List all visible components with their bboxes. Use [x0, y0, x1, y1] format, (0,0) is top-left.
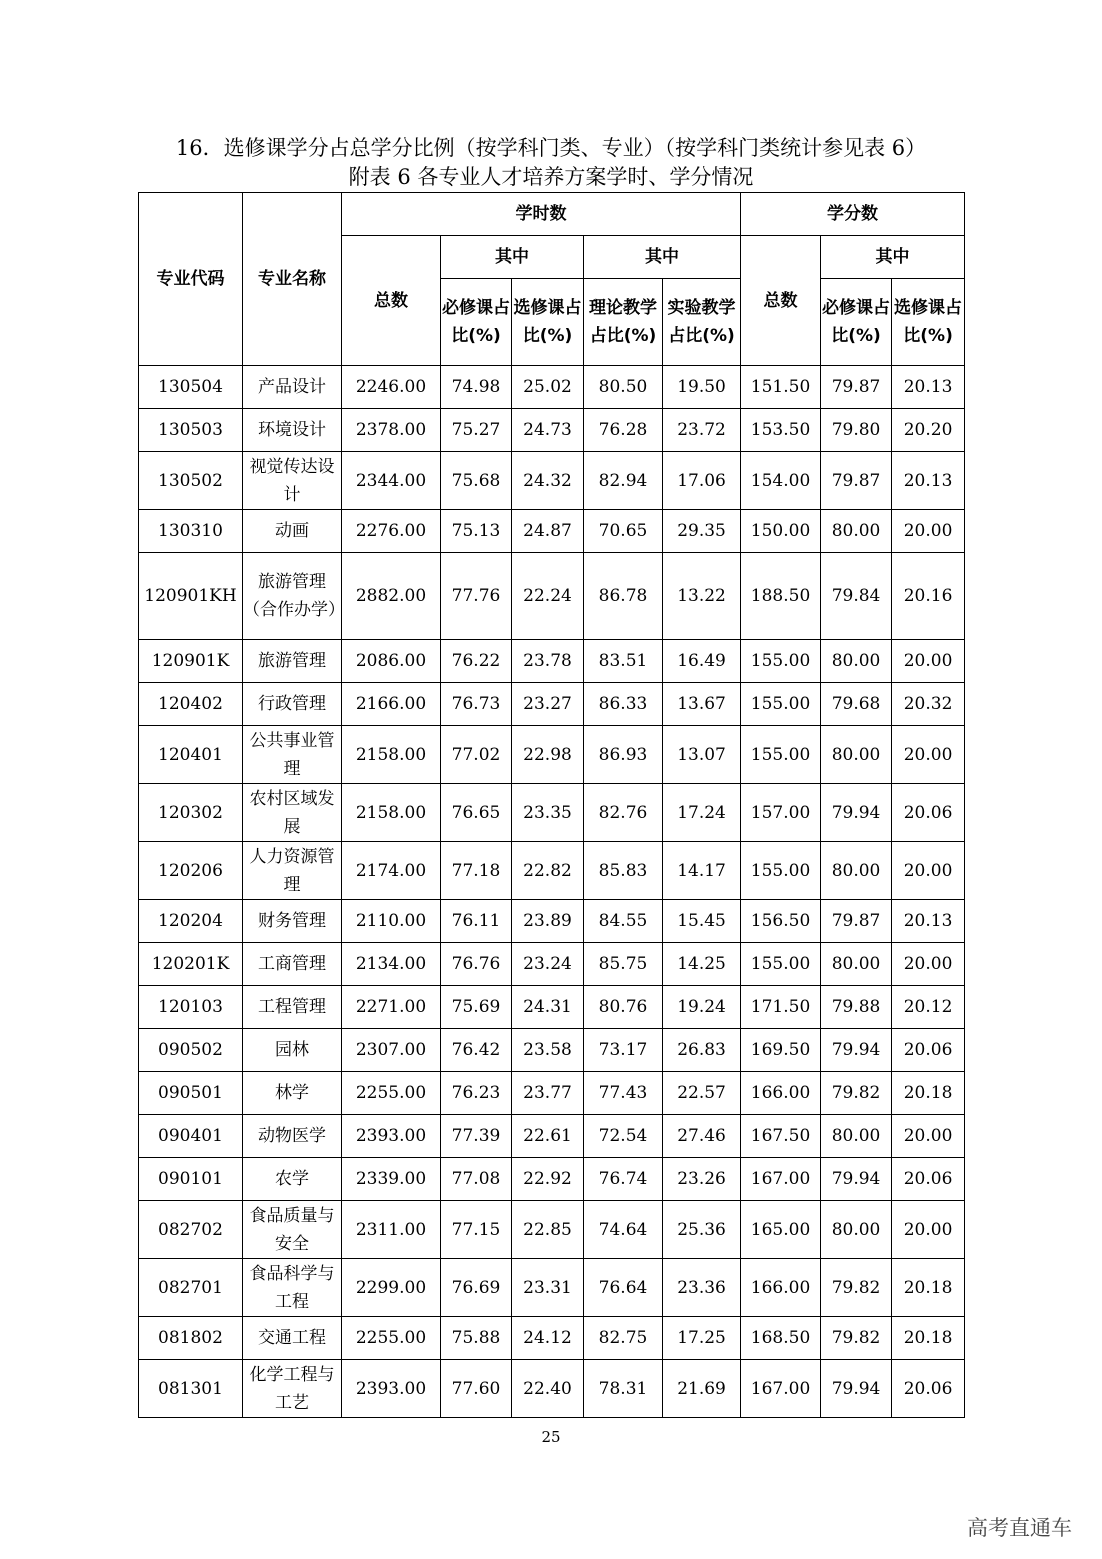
cell-creq: 80.00: [821, 1115, 892, 1158]
cell-lab: 26.83: [663, 1029, 741, 1072]
cell-code: 130310: [139, 510, 243, 553]
table-row: [139, 1201, 965, 1259]
cell-code: 130502: [139, 452, 243, 510]
table-row: [139, 1115, 965, 1158]
cell-code: 082701: [139, 1259, 243, 1317]
cell-creq: 79.94: [821, 1360, 892, 1418]
cell-req: 76.22: [441, 640, 512, 683]
cell-ele: 23.27: [512, 683, 584, 726]
cell-lab: 25.36: [663, 1201, 741, 1259]
cell-req: 76.76: [441, 943, 512, 986]
cell-lab: 23.72: [663, 409, 741, 452]
cell-credits: 167.00: [741, 1158, 821, 1201]
cell-theory: 86.78: [584, 553, 663, 640]
cell-hours: 2255.00: [342, 1072, 441, 1115]
cell-credits: 188.50: [741, 553, 821, 640]
cell-theory: 73.17: [584, 1029, 663, 1072]
cell-req: 75.68: [441, 452, 512, 510]
cell-creq: 80.00: [821, 943, 892, 986]
table-row: [139, 510, 965, 553]
cell-name: 人力资源管理: [243, 842, 342, 900]
cell-code: 120103: [139, 986, 243, 1029]
cell-req: 77.60: [441, 1360, 512, 1418]
cell-theory: 76.74: [584, 1158, 663, 1201]
cell-cele: 20.06: [892, 1029, 965, 1072]
cell-cele: 20.13: [892, 366, 965, 409]
cell-cele: 20.00: [892, 640, 965, 683]
cell-req: 75.13: [441, 510, 512, 553]
header-theory-ratio: 理论教学占比(%): [584, 279, 663, 366]
cell-name: 动物医学: [243, 1115, 342, 1158]
cell-credits: 166.00: [741, 1259, 821, 1317]
cell-hours: 2086.00: [342, 640, 441, 683]
cell-name: 工商管理: [243, 943, 342, 986]
cell-theory: 78.31: [584, 1360, 663, 1418]
cell-cele: 20.18: [892, 1317, 965, 1360]
cell-req: 74.98: [441, 366, 512, 409]
cell-name: 公共事业管理: [243, 726, 342, 784]
watermark: 高考直通车: [967, 1516, 1072, 1540]
cell-theory: 82.75: [584, 1317, 663, 1360]
cell-cele: 20.13: [892, 900, 965, 943]
cell-lab: 27.46: [663, 1115, 741, 1158]
cell-theory: 85.83: [584, 842, 663, 900]
cell-code: 120901KH: [139, 553, 243, 640]
cell-cele: 20.00: [892, 510, 965, 553]
cell-code: 120201K: [139, 943, 243, 986]
cell-name: 动画: [243, 510, 342, 553]
cell-name: 农村区域发展: [243, 784, 342, 842]
cell-req: 76.65: [441, 784, 512, 842]
header-hours-group: 学时数: [342, 193, 741, 236]
cell-theory: 85.75: [584, 943, 663, 986]
cell-name: 环境设计: [243, 409, 342, 452]
cell-ele: 24.32: [512, 452, 584, 510]
header-credits-total: 总数: [741, 236, 821, 366]
cell-name: 园林: [243, 1029, 342, 1072]
cell-code: 090101: [139, 1158, 243, 1201]
header-hours-of-which-course: 其中: [441, 236, 584, 279]
cell-lab: 23.36: [663, 1259, 741, 1317]
header-credits-of-which: 其中: [821, 236, 965, 279]
cell-cele: 20.06: [892, 1158, 965, 1201]
table-row: [139, 986, 965, 1029]
cell-code: 081802: [139, 1317, 243, 1360]
table-row: [139, 366, 965, 409]
cell-credits: 167.50: [741, 1115, 821, 1158]
cell-hours: 2174.00: [342, 842, 441, 900]
cell-hours: 2393.00: [342, 1115, 441, 1158]
cell-hours: 2882.00: [342, 553, 441, 640]
cell-creq: 80.00: [821, 510, 892, 553]
cell-hours: 2158.00: [342, 726, 441, 784]
cell-theory: 76.64: [584, 1259, 663, 1317]
cell-lab: 14.17: [663, 842, 741, 900]
table-row: [139, 943, 965, 986]
cell-theory: 76.28: [584, 409, 663, 452]
cell-theory: 82.94: [584, 452, 663, 510]
cell-credits: 150.00: [741, 510, 821, 553]
cell-credits: 171.50: [741, 986, 821, 1029]
cell-code: 120402: [139, 683, 243, 726]
table-row: [139, 842, 965, 900]
cell-lab: 22.57: [663, 1072, 741, 1115]
cell-ele: 23.35: [512, 784, 584, 842]
cell-credits: 155.00: [741, 726, 821, 784]
cell-lab: 17.25: [663, 1317, 741, 1360]
cell-credits: 166.00: [741, 1072, 821, 1115]
header-lab-ratio: 实验教学占比(%): [663, 279, 741, 366]
cell-req: 77.08: [441, 1158, 512, 1201]
header-hours-of-which-teaching: 其中: [584, 236, 741, 279]
cell-name: 工程管理: [243, 986, 342, 1029]
cell-hours: 2339.00: [342, 1158, 441, 1201]
cell-name: 财务管理: [243, 900, 342, 943]
table-row: [139, 1259, 965, 1317]
cell-creq: 79.82: [821, 1072, 892, 1115]
cell-name: 化学工程与工艺: [243, 1360, 342, 1418]
cell-credits: 156.50: [741, 900, 821, 943]
cell-cele: 20.16: [892, 553, 965, 640]
cell-name: 旅游管理（合作办学）: [243, 553, 342, 640]
cell-cele: 20.00: [892, 943, 965, 986]
cell-code: 081301: [139, 1360, 243, 1418]
cell-lab: 16.49: [663, 640, 741, 683]
cell-ele: 22.85: [512, 1201, 584, 1259]
cell-cele: 20.06: [892, 1360, 965, 1418]
cell-creq: 80.00: [821, 842, 892, 900]
cell-theory: 80.76: [584, 986, 663, 1029]
cell-cele: 20.20: [892, 409, 965, 452]
cell-code: 130503: [139, 409, 243, 452]
cell-code: 120206: [139, 842, 243, 900]
cell-hours: 2393.00: [342, 1360, 441, 1418]
cell-req: 75.69: [441, 986, 512, 1029]
cell-hours: 2276.00: [342, 510, 441, 553]
cell-credits: 154.00: [741, 452, 821, 510]
cell-lab: 21.69: [663, 1360, 741, 1418]
cell-ele: 22.82: [512, 842, 584, 900]
cell-theory: 80.50: [584, 366, 663, 409]
cell-credits: 157.00: [741, 784, 821, 842]
cell-creq: 79.94: [821, 784, 892, 842]
table-row: [139, 1029, 965, 1072]
cell-code: 090501: [139, 1072, 243, 1115]
cell-req: 77.18: [441, 842, 512, 900]
table-row: [139, 409, 965, 452]
table-row: [139, 683, 965, 726]
cell-lab: 17.06: [663, 452, 741, 510]
cell-lab: 15.45: [663, 900, 741, 943]
header-elective-ratio: 选修课占比(%): [512, 279, 584, 366]
cell-credits: 169.50: [741, 1029, 821, 1072]
cell-name: 产品设计: [243, 366, 342, 409]
cell-theory: 77.43: [584, 1072, 663, 1115]
cell-cele: 20.18: [892, 1259, 965, 1317]
cell-req: 77.02: [441, 726, 512, 784]
cell-creq: 80.00: [821, 640, 892, 683]
cell-lab: 19.24: [663, 986, 741, 1029]
cell-cele: 20.00: [892, 1115, 965, 1158]
cell-cele: 20.00: [892, 1201, 965, 1259]
program-hours-credits-table: [138, 192, 965, 1418]
cell-credits: 165.00: [741, 1201, 821, 1259]
cell-hours: 2307.00: [342, 1029, 441, 1072]
cell-code: 090401: [139, 1115, 243, 1158]
table-row: [139, 784, 965, 842]
table-row: [139, 452, 965, 510]
table-row: [139, 1072, 965, 1115]
cell-theory: 83.51: [584, 640, 663, 683]
cell-hours: 2344.00: [342, 452, 441, 510]
cell-creq: 79.84: [821, 553, 892, 640]
cell-credits: 155.00: [741, 943, 821, 986]
cell-credits: 168.50: [741, 1317, 821, 1360]
cell-lab: 17.24: [663, 784, 741, 842]
table-row: [139, 640, 965, 683]
cell-ele: 23.31: [512, 1259, 584, 1317]
cell-lab: 13.22: [663, 553, 741, 640]
cell-ele: 24.12: [512, 1317, 584, 1360]
cell-ele: 22.61: [512, 1115, 584, 1158]
cell-ele: 25.02: [512, 366, 584, 409]
cell-name: 食品科学与工程: [243, 1259, 342, 1317]
cell-credits: 167.00: [741, 1360, 821, 1418]
cell-creq: 79.82: [821, 1259, 892, 1317]
header-name: 专业名称: [243, 193, 342, 366]
cell-cele: 20.00: [892, 726, 965, 784]
table-caption: 附表 6 各专业人才培养方案学时、学分情况: [348, 165, 754, 189]
cell-ele: 24.73: [512, 409, 584, 452]
header-credits-group: 学分数: [741, 193, 965, 236]
cell-hours: 2378.00: [342, 409, 441, 452]
section-heading: 16．选修课学分占总学分比例（按学科门类、专业）（按学科门类统计参见表 6）: [175, 136, 927, 160]
cell-code: 120901K: [139, 640, 243, 683]
cell-hours: 2255.00: [342, 1317, 441, 1360]
cell-creq: 79.82: [821, 1317, 892, 1360]
cell-cele: 20.06: [892, 784, 965, 842]
cell-ele: 22.40: [512, 1360, 584, 1418]
cell-cele: 20.32: [892, 683, 965, 726]
cell-hours: 2134.00: [342, 943, 441, 986]
header-credit-required-ratio: 必修课占比(%): [821, 279, 892, 366]
cell-req: 75.88: [441, 1317, 512, 1360]
cell-creq: 79.87: [821, 900, 892, 943]
cell-creq: 79.88: [821, 986, 892, 1029]
cell-theory: 84.55: [584, 900, 663, 943]
cell-cele: 20.12: [892, 986, 965, 1029]
cell-hours: 2166.00: [342, 683, 441, 726]
cell-creq: 79.87: [821, 452, 892, 510]
cell-theory: 86.33: [584, 683, 663, 726]
header-credit-elective-ratio: 选修课占比(%): [892, 279, 965, 366]
header-hours-total: 总数: [342, 236, 441, 366]
cell-ele: 23.24: [512, 943, 584, 986]
cell-ele: 23.77: [512, 1072, 584, 1115]
cell-code: 120302: [139, 784, 243, 842]
cell-code: 120401: [139, 726, 243, 784]
cell-req: 75.27: [441, 409, 512, 452]
cell-theory: 70.65: [584, 510, 663, 553]
cell-cele: 20.18: [892, 1072, 965, 1115]
cell-name: 交通工程: [243, 1317, 342, 1360]
cell-theory: 74.64: [584, 1201, 663, 1259]
cell-creq: 79.87: [821, 366, 892, 409]
cell-creq: 80.00: [821, 726, 892, 784]
cell-creq: 79.94: [821, 1029, 892, 1072]
cell-ele: 24.87: [512, 510, 584, 553]
cell-req: 76.42: [441, 1029, 512, 1072]
cell-req: 76.11: [441, 900, 512, 943]
cell-credits: 155.00: [741, 640, 821, 683]
cell-lab: 29.35: [663, 510, 741, 553]
cell-code: 082702: [139, 1201, 243, 1259]
cell-cele: 20.13: [892, 452, 965, 510]
cell-creq: 79.68: [821, 683, 892, 726]
page-number: 25: [541, 1428, 561, 1446]
cell-code: 130504: [139, 366, 243, 409]
cell-req: 76.23: [441, 1072, 512, 1115]
cell-req: 76.73: [441, 683, 512, 726]
table-row: [139, 1317, 965, 1360]
table-row: [139, 1360, 965, 1418]
cell-code: 090502: [139, 1029, 243, 1072]
cell-req: 77.76: [441, 553, 512, 640]
cell-credits: 155.00: [741, 842, 821, 900]
cell-lab: 13.67: [663, 683, 741, 726]
cell-ele: 24.31: [512, 986, 584, 1029]
cell-creq: 79.80: [821, 409, 892, 452]
cell-name: 旅游管理: [243, 640, 342, 683]
cell-hours: 2110.00: [342, 900, 441, 943]
cell-hours: 2311.00: [342, 1201, 441, 1259]
header-required-ratio: 必修课占比(%): [441, 279, 512, 366]
cell-lab: 13.07: [663, 726, 741, 784]
cell-name: 农学: [243, 1158, 342, 1201]
cell-theory: 82.76: [584, 784, 663, 842]
cell-name: 行政管理: [243, 683, 342, 726]
cell-theory: 86.93: [584, 726, 663, 784]
cell-credits: 153.50: [741, 409, 821, 452]
cell-req: 76.69: [441, 1259, 512, 1317]
cell-hours: 2271.00: [342, 986, 441, 1029]
table-row: [139, 900, 965, 943]
cell-ele: 23.89: [512, 900, 584, 943]
header-code: 专业代码: [139, 193, 243, 366]
cell-hours: 2158.00: [342, 784, 441, 842]
cell-hours: 2246.00: [342, 366, 441, 409]
cell-creq: 80.00: [821, 1201, 892, 1259]
table-row: [139, 726, 965, 784]
cell-credits: 155.00: [741, 683, 821, 726]
cell-name: 食品质量与安全: [243, 1201, 342, 1259]
cell-name: 视觉传达设计: [243, 452, 342, 510]
cell-lab: 14.25: [663, 943, 741, 986]
cell-lab: 23.26: [663, 1158, 741, 1201]
cell-creq: 79.94: [821, 1158, 892, 1201]
table-row: [139, 553, 965, 640]
cell-req: 77.39: [441, 1115, 512, 1158]
cell-code: 120204: [139, 900, 243, 943]
cell-hours: 2299.00: [342, 1259, 441, 1317]
cell-name: 林学: [243, 1072, 342, 1115]
cell-ele: 22.98: [512, 726, 584, 784]
cell-ele: 22.24: [512, 553, 584, 640]
cell-cele: 20.00: [892, 842, 965, 900]
cell-ele: 23.58: [512, 1029, 584, 1072]
cell-ele: 22.92: [512, 1158, 584, 1201]
cell-credits: 151.50: [741, 366, 821, 409]
table-row: [139, 1158, 965, 1201]
cell-ele: 23.78: [512, 640, 584, 683]
cell-lab: 19.50: [663, 366, 741, 409]
cell-theory: 72.54: [584, 1115, 663, 1158]
cell-req: 77.15: [441, 1201, 512, 1259]
